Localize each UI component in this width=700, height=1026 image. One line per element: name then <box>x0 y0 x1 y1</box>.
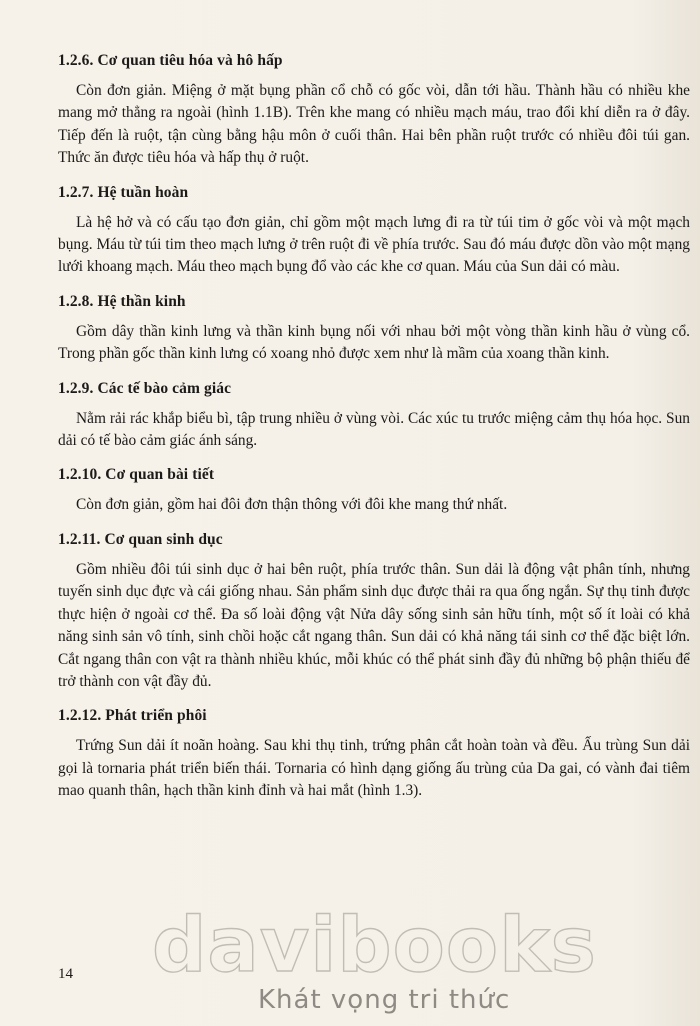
section-embryo-development <box>58 707 690 802</box>
section-heading: 1.2.6. Cơ quan tiêu hóa và hô hấp <box>58 52 283 69</box>
section-paragraph: Gồm nhiều đôi túi sinh dục ở hai bên ruột, phía trước thân. Sun dải là động vật phân tính, nhưng tuyến sinh dục đực và cái giống nhau. Sản phẩm sinh dục được thải ra qua ống ngắn. Sự thụ tinh được thực hiện ở ngoài cơ thể. Đa số loài động vật Nửa dây sống sinh sản hữu tính, một số ít loài có khả năng sinh sản vô tính, sinh chồi hoặc cắt ngang thân. Sun dải có khả năng tái sinh cơ thể đặc biệt lớn. Cắt ngang thân con vật ra thành nhiều khúc, mỗi khúc có thể phát sinh đầy đủ những bộ phận thiếu để trở thành con vật đầy đủ. <box>58 560 690 690</box>
watermark-slogan: Khát vọng tri thức <box>258 985 511 1015</box>
section-heading: 1.2.11. Cơ quan sinh dục <box>58 530 223 548</box>
section-paragraph: Còn đơn giản, gồm hai đôi đơn thận thông với đôi khe mang thứ nhất. <box>76 496 508 514</box>
section-heading: 1.2.10. Cơ quan bài tiết <box>58 466 215 484</box>
section-heading: 1.2.7. Hệ tuần hoàn <box>58 183 189 201</box>
section-paragraph: Là hệ hở và có cấu tạo đơn giản, chỉ gồm một mạch lưng đi ra từ túi tim ở gốc vòi và một mạch bụng. Máu từ túi tim theo mạch lưng ở trên ruột đi về phía trước. Sau đó máu được dồn vào một mạng lưới khoang mạch. Máu theo mạch bụng đổ vào các khe cơ quan. Máu của Sun dải có màu. <box>58 213 690 276</box>
page-content <box>58 52 690 817</box>
section-paragraph: Còn đơn giản. Miệng ở mặt bụng phần cổ chỗ có gốc vòi, dẫn tới hầu. Thành hầu có nhiều khe mang mở thẳng ra ngoài (hình 1.1B). Trên khe mang có nhiều mạch máu, trao đổi khí diễn ra ở đây. Tiếp đến là ruột, tận cùng bằng hậu môn ở cuối thân. Hai bên phần ruột trước có nhiều đôi túi gan. Thức ăn được tiêu hóa và hấp thụ ở ruột. <box>58 82 690 167</box>
section-heading: 1.2.12. Phát triển phôi <box>58 707 207 725</box>
section-paragraph: Gồm dây thần kinh lưng và thần kinh bụng nối với nhau bởi một vòng thần kinh hầu ở vùng cổ. Trong phần gốc thần kinh lưng có xoang nhỏ được xem như là mầm của xoang thần kinh. <box>58 322 690 363</box>
section-paragraph: Trứng Sun dải ít noãn hoàng. Sau khi thụ tinh, trứng phân cắt hoàn toàn và đều. Ấu trùng Sun dải gọi là tornaria phát triển biến thái. Tornaria có hình dạng giống ấu trùng của Da gai, có vành đai tiêm mao quanh thân, hạch thần kinh đỉnh và hai mắt (hình 1.3). <box>58 737 690 800</box>
section-heading: 1.2.8. Hệ thần kinh <box>58 292 186 310</box>
section-paragraph: Nằm rải rác khắp biểu bì, tập trung nhiều ở vùng vòi. Các xúc tu trước miệng cảm thụ hóa học. Sun dải có tế bào cảm giác ánh sáng. <box>58 409 690 450</box>
section-sensory-cells <box>58 380 690 453</box>
section-reproductive <box>58 531 690 693</box>
section-excretory <box>58 466 690 516</box>
page-number: 14 <box>58 966 73 982</box>
section-heading: 1.2.9. Các tế bào cảm giác <box>58 379 232 397</box>
section-circulatory <box>58 184 690 279</box>
watermark-logo-text: davibooks <box>152 900 597 989</box>
section-nervous <box>58 293 690 366</box>
section-digestive-respiratory <box>58 52 690 170</box>
